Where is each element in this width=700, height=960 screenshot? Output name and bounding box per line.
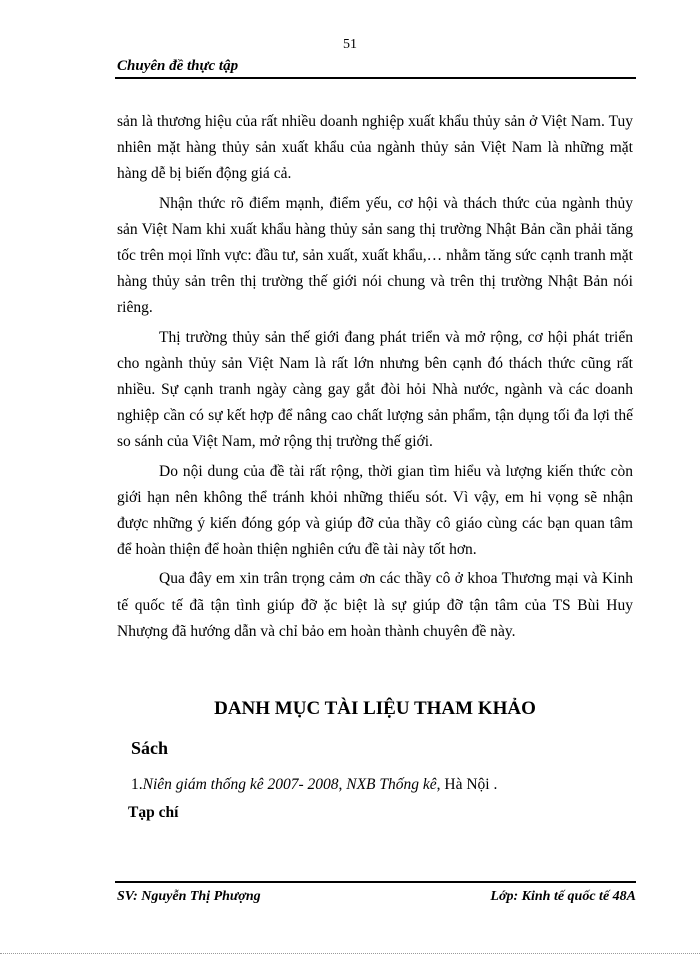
journals-section-heading: Tạp chí [128, 804, 179, 821]
paragraph-continuation: sản là thương hiệu của rất nhiều doanh nghiệp xuất khẩu thủy sản ở Việt Nam. Tuy nhiên mặt hàng thủy sản xuất khẩu của ngành thủy sản Việt Nam là những mặt hàng dễ bị biến động giá cả. [117, 113, 633, 183]
books-section-heading: Sách [131, 738, 169, 758]
reference-number: 1. [131, 776, 143, 793]
paragraph: Nhận thức rõ điểm mạnh, điểm yếu, cơ hội và thách thức của ngành thủy sản Việt Nam khi xuất khẩu hàng thủy sản sang thị trường Nhật Bản cần phải tăng tốc trên mọi lĩnh vực: đầu tư, sản xuất, xuất khẩu,… nhằm tăng sức cạnh tranh mặt hàng thủy sản trên thị trường thế giới nói chung và trên thị trường Nhật Bản nói riêng. [117, 194, 633, 317]
paragraph: Thị trường thủy sản thế giới đang phát triển và mở rộng, cơ hội phát triển cho ngành thủy sản Việt Nam là rất lớn nhưng bên cạnh đó thách thức cũng rất nhiều. Sự cạnh tranh ngày càng gay gắt đòi hỏi Nhà nước, ngành và các doanh nghiệp cần có sự kết hợp để nâng cao chất lượng sản phẩm, tận dụng tối đa lợi thế so sánh của Việt Nam, mở rộng thị trường thế giới. [117, 328, 633, 451]
page-bottom-border [0, 953, 700, 954]
footer-student: SV: Nguyễn Thị Phượng [117, 889, 261, 904]
reference-location: , Hà Nội . [436, 776, 498, 793]
footer-class: Lớp: Kinh tế quốc tế 48A [490, 889, 636, 904]
footer-divider [115, 881, 636, 883]
page-number: 51 [343, 37, 357, 52]
header-divider [115, 77, 636, 79]
body-text [117, 109, 633, 648]
reference-title: Niên giám thống kê 2007- 2008, NXB Thống kê [142, 776, 437, 793]
paragraph: Qua đây em xin trân trọng cảm ơn các thầy cô ở khoa Thương mại và Kinh tế quốc tế đã tận tình giúp đỡ ặc biệt là sự giúp đỡ tận tâm của TS Bùi Huy Nhượng đã hướng dẫn và chỉ bảo em hoàn thành chuyên đề này. [117, 570, 633, 640]
paragraph: Do nội dung của đề tài rất rộng, thời gian tìm hiểu và lượng kiến thức còn giới hạn nên không thể tránh khỏi những thiếu sót. Vì vậy, em hi vọng sẽ nhận được những ý kiến đóng góp và giúp đỡ của thầy cô giáo cùng các bạn quan tâm để hoàn thiện để hoàn thiện nghiên cứu đề tài này tốt hơn. [117, 462, 633, 559]
reference-item [131, 776, 497, 794]
references-heading: DANH MỤC TÀI LIỆU THAM KHẢO [214, 698, 536, 719]
document-header-title: Chuyên đề thực tập [117, 58, 239, 74]
